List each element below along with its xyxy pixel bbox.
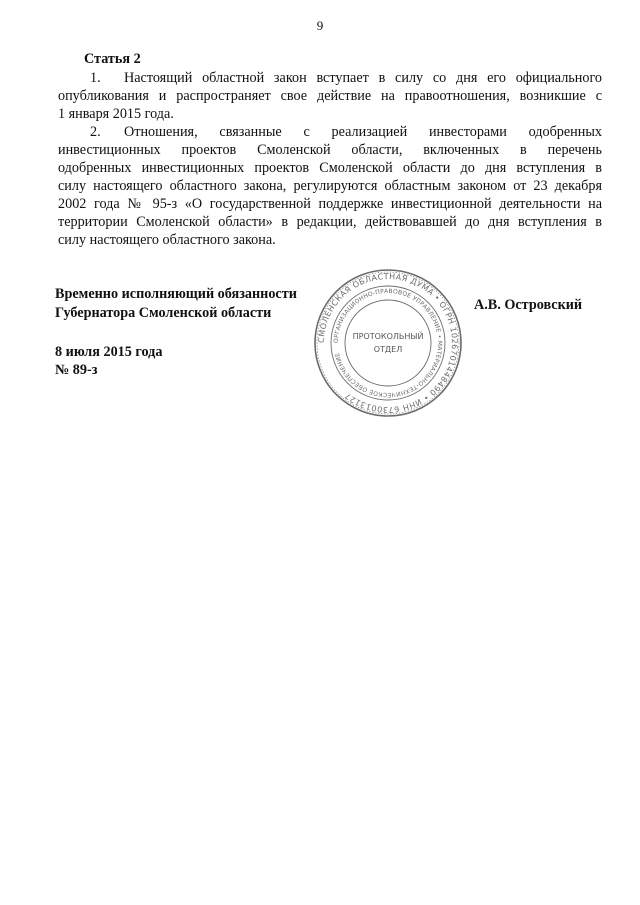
signatory-name: А.В. Островский — [474, 297, 583, 313]
paragraph-line: силу настоящего областного закона. — [58, 232, 276, 248]
law-number: № 89-з — [55, 362, 98, 378]
paragraph-line: 1. Настоящий областной закон вступает в силу со дня его официального — [58, 69, 602, 87]
article-section — [58, 50, 602, 249]
article-title: Статья 2 — [84, 51, 141, 67]
paragraph-line: силу настоящего областного закона, регулируются областным законом от 23 декабря — [58, 178, 602, 194]
law-date-block — [55, 343, 162, 379]
paragraph-line: 2. Отношения, связанные с реализацией инвесторами одобренных — [58, 123, 602, 141]
svg-text:ОРГАНИЗАЦИОННО-ПРАВОВОЕ УПРАВЛ — [333, 288, 443, 398]
paragraph-line: 2002 года № 95-з «О государственной поддержке инвестиционной деятельности на — [58, 196, 602, 212]
paragraph-line: территории Смоленской области» в редакции, действовавшей до дня вступления в — [58, 214, 602, 230]
paragraph-2 — [58, 123, 602, 249]
paragraph-number: 2. — [90, 124, 101, 140]
paragraph-line: одобренных инвестиционных проектов Смоленской области до дня вступления в — [58, 160, 602, 176]
law-date: 8 июля 2015 года — [55, 344, 163, 360]
seal-inner-ring-text: ОРГАНИЗАЦИОННО-ПРАВОВОЕ УПРАВЛЕНИЕ • МАТЕРИАЛЬНО-ТЕХНИЧЕСКОЕ ОБЕСПЕЧЕНИЕ — [332, 287, 444, 399]
position-line: Временно исполняющий обязанности — [55, 286, 297, 302]
seal-center-line1: ПРОТОКОЛЬНЫЙ — [352, 332, 424, 341]
seal-outer-ring-text: СМОЛЕНСКАЯ ОБЛАСТНАЯ ДУМА • ОГРН 1026701448490 • ИНН 6730013127 — [316, 271, 460, 415]
paragraph-1 — [58, 69, 602, 123]
position-line: Губернатора Смоленской области — [55, 305, 272, 321]
paragraph-line: инвестиционных проектов Смоленской области, включенных в перечень — [58, 142, 602, 158]
paragraph-line: опубликования и распространяет свое действие на правоотношения, возникшие с — [58, 88, 602, 104]
paragraph-number: 1. — [90, 70, 101, 86]
seal-graphic — [308, 267, 468, 419]
seal-center-line2: ОТДЕЛ — [373, 345, 403, 354]
signatory-position — [55, 285, 297, 323]
page-number: 9 — [316, 18, 324, 33]
paragraph-line: 1 января 2015 года. — [58, 106, 174, 122]
official-seal — [308, 267, 468, 419]
